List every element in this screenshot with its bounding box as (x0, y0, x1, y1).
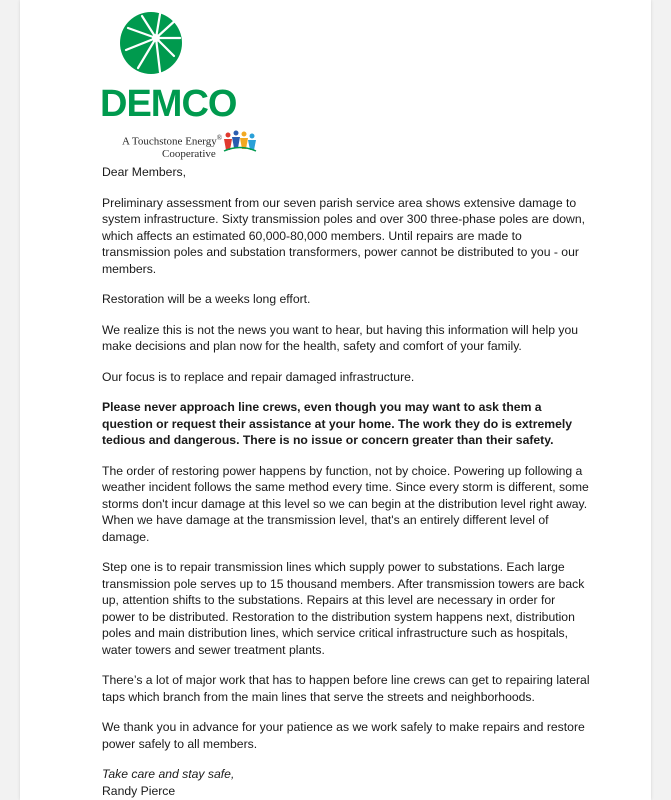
paragraph-news: We realize this is not the news you want to hear, but having this information will help you make decisions and plan now for the health, safety and comfort of your family. (102, 322, 579, 353)
tagline-line2: Cooperative (162, 147, 216, 160)
logo-tagline (122, 132, 282, 160)
tagline-line1: A Touchstone Energy (122, 135, 217, 148)
paragraph-safety-warning: Please never approach line crews, even though you may want to ask them a question or request their assistance at your home. The work they do is extremely tedious and dangerous. There is no issue or concern greater than their safety. (102, 400, 573, 447)
touchstone-people-icon (222, 130, 258, 152)
signature: Randy Pierce (102, 783, 176, 798)
greeting: Dear Members, (102, 165, 186, 179)
paragraph-focus: Our focus is to replace and repair damaged infrastructure. (102, 369, 415, 384)
logo-wordmark: DEMCO (100, 83, 237, 125)
paragraph-restoration-effort: Restoration will be a weeks long effort. (102, 292, 311, 306)
signoff: Take care and stay safe, (102, 767, 235, 781)
paragraph-restoration-order: The order of restoring power happens by function, not by choice. Powering up following a weather incident follows the same method every time. Since every storm is different, some storms don't incur damage at this level so we can begin at the distribution level right away. When we have damage at the transmission level, that's an entirely different level of damage. (102, 463, 589, 544)
letter-body (102, 164, 590, 799)
registered-mark: ® (216, 134, 223, 142)
paragraph-assessment: Preliminary assessment from our seven parish service area shows extensive damage to system infrastructure. Sixty transmission poles and over 300 three-phase poles are down, which affects an estimated 60,000-80,000 members. Until repairs are made to transmission poles and substation transformers, power cannot be distributed to you - our members. (102, 195, 585, 276)
demco-logo (100, 12, 280, 160)
paragraph-step-one: Step one is to repair transmission lines which supply power to substations. Each large transmission pole serves up to 15 thousand members. After transmission towers are back up, attention shifts to the substations. Repairs at this level are necessary in order for power to be distributed. Restoration to the distribution system happens next, distribution poles and main distribution lines, which service critical infrastructure such as hospitals, water towers and sewer treatment plants. (102, 560, 585, 657)
starburst-logo-icon (120, 12, 182, 74)
paragraph-thanks: We thank you in advance for your patience as we work safely to make repairs and restore power safely to all members. (102, 720, 585, 751)
paragraph-lateral-taps: There’s a lot of major work that has to happen before line crews can get to repairing lateral taps which branch from the main lines that serve the streets and neighborhoods. (102, 673, 590, 704)
letter-page (20, 0, 651, 800)
